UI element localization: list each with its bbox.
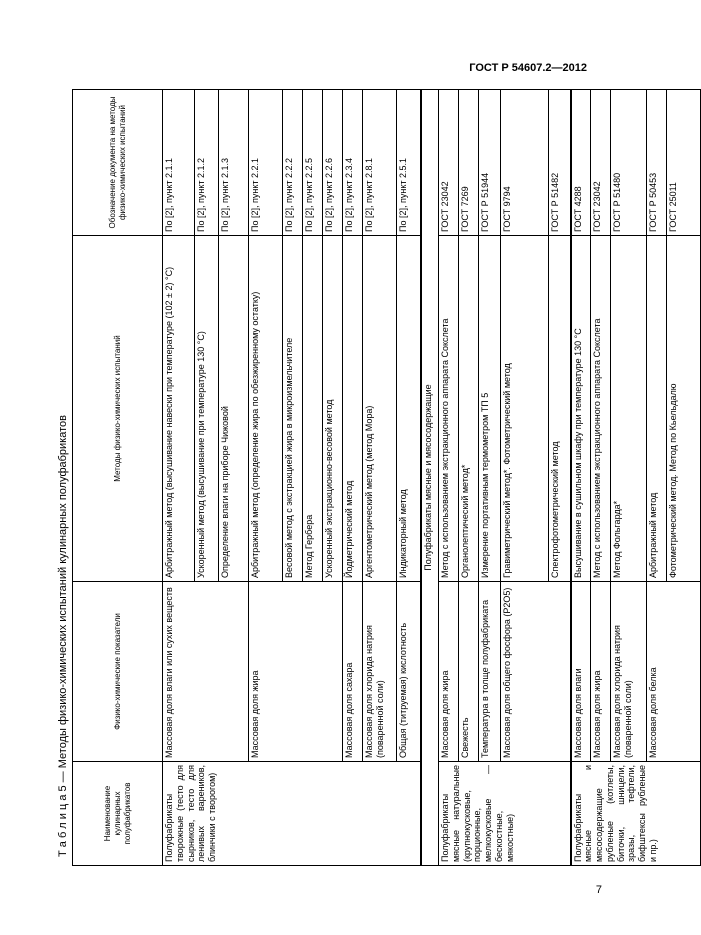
table-row bbox=[163, 90, 195, 866]
document-cell: По [2], пункт 2.5.1 bbox=[397, 90, 421, 236]
document-cell: По [2], пункт 2.8.1 bbox=[363, 90, 397, 236]
document-cell: ГОСТ Р 51944 bbox=[479, 90, 501, 236]
indicator-cell: Массовая доля сахара bbox=[343, 582, 363, 762]
indicator-cell: Массовая доля жира bbox=[591, 582, 611, 762]
document-cell: ГОСТ Р 51482 bbox=[549, 90, 571, 236]
table-row bbox=[397, 90, 421, 866]
method-cell: Высушивание в сушильном шкафу при температуре 130 °С bbox=[571, 236, 591, 582]
method-cell: Спектрофотометрический метод bbox=[549, 236, 571, 582]
document-cell: По [2], пункт 2.1.3 bbox=[219, 90, 249, 236]
table-header-row bbox=[73, 90, 163, 866]
document-cell: По [2], пункт 2.2.2 bbox=[283, 90, 303, 236]
method-cell: Метод с использованием экстракционного аппарата Сокслета bbox=[439, 236, 459, 582]
indicator-cell: Свежесть bbox=[459, 582, 479, 762]
section-title: Полуфабрикаты мясные и мясосодержащие bbox=[421, 90, 439, 866]
method-cell: Метод с использованием экстракционного аппарата Сокслета bbox=[591, 236, 611, 582]
col-header-method: Методы физико-химических испытаний bbox=[73, 236, 163, 582]
method-cell: Арбитражный метод (высушивание навески при температуре (102 ± 2) °С) bbox=[163, 236, 195, 582]
document-cell: По [2], пункт 2.3.4 bbox=[343, 90, 363, 236]
method-cell: Ускоренный экстракционно-весовой метод bbox=[323, 236, 343, 582]
document-cell: По [2], пункт 2.1.2 bbox=[195, 90, 219, 236]
method-cell: Фотометрический метод. Метод по Кьельдалю bbox=[667, 236, 701, 582]
indicator-cell: Массовая доля хлорида натрия (поваренной соли) bbox=[363, 582, 397, 762]
product-cell: Полуфабрикаты мясные и мясосодержащие рубленые (котлеты, биточки, шницели, зразы, тефтели, бифштексы рубленые и пр.) bbox=[571, 762, 701, 866]
col-header-document: Обозначение документа на методы физико-химических испытаний bbox=[73, 90, 163, 236]
indicator-cell: Общая (титруемая) кислотность bbox=[397, 582, 421, 762]
method-cell: Определение влаги на приборе Чижовой bbox=[219, 236, 249, 582]
indicator-cell: Массовая доля жира bbox=[249, 582, 343, 762]
document-cell: ГОСТ 4288 bbox=[571, 90, 591, 236]
document-cell: По [2], пункт 2.2.6 bbox=[323, 90, 343, 236]
method-cell: Арбитражный метод (определение жира по обезжиренному остатку) bbox=[249, 236, 283, 582]
section-row bbox=[421, 90, 439, 866]
method-cell: Арбитражный метод bbox=[647, 236, 667, 582]
method-cell: Метод Гербера bbox=[303, 236, 323, 582]
table-row bbox=[591, 90, 611, 866]
indicator-cell: Массовая доля влаги или сухих веществ bbox=[163, 582, 249, 762]
document-cell: По [2], пункт 2.1.1 bbox=[163, 90, 195, 236]
table-row bbox=[249, 90, 283, 866]
table-caption: Т а б л и ц а 5 — Методы физико-химических испытаний кулинарных полуфабрикатов bbox=[57, 415, 69, 857]
table-row bbox=[647, 90, 667, 866]
method-cell: Органолептический метод* bbox=[459, 236, 479, 582]
method-cell: Индикаторный метод bbox=[397, 236, 421, 582]
table-row bbox=[611, 90, 647, 866]
method-cell: Ускоренный метод (высушивание при температуре 130 °С) bbox=[195, 236, 219, 582]
method-cell: Гравиметрический метод*. Фотометрический метод bbox=[501, 236, 549, 582]
col-header-indicator: Физико-химические показатели bbox=[73, 582, 163, 762]
methods-table bbox=[72, 89, 701, 866]
document-cell: ГОСТ 25011 bbox=[667, 90, 701, 236]
document-cell: ГОСТ Р 50453 bbox=[647, 90, 667, 236]
table-row bbox=[459, 90, 479, 866]
table-row bbox=[343, 90, 363, 866]
method-cell: Аргентометрический метод (метод Мора) bbox=[363, 236, 397, 582]
document-cell: ГОСТ 23042 bbox=[439, 90, 459, 236]
method-cell: Измерение портативным термометром ТП 5 bbox=[479, 236, 501, 582]
table-row bbox=[479, 90, 501, 866]
rotated-table-container bbox=[72, 90, 678, 866]
document-cell: ГОСТ 9794 bbox=[501, 90, 549, 236]
product-cell: Полуфабрикаты творожные (тесто для сырников, тесто для ленивых вареников, блинчики с творогом) bbox=[163, 762, 421, 866]
col-header-product: Наименование кулинарных полуфабрикатов bbox=[73, 762, 163, 866]
indicator-cell: Массовая доля белка bbox=[647, 582, 701, 762]
indicator-cell: Массовая доля влаги bbox=[571, 582, 591, 762]
document-cell: ГОСТ 23042 bbox=[591, 90, 611, 236]
table-row bbox=[439, 90, 459, 866]
method-cell: Йодметрический метод bbox=[343, 236, 363, 582]
method-cell: Метод Фольгарда* bbox=[611, 236, 647, 582]
product-cell: Полуфабрикаты мясные натуральные (крупнокусковые, порционные, мелкокусковые — бескостные, мякостные) bbox=[439, 762, 571, 866]
table-row bbox=[501, 90, 549, 866]
document-header: ГОСТ Р 54607.2—2012 bbox=[469, 62, 587, 74]
indicator-cell: Массовая доля хлорида натрия (поваренной соли) bbox=[611, 582, 647, 762]
table-row bbox=[571, 90, 591, 866]
document-cell: По [2], пункт 2.2.5 bbox=[303, 90, 323, 236]
document-cell: ГОСТ 7269 bbox=[459, 90, 479, 236]
table-row bbox=[363, 90, 397, 866]
page-number: 7 bbox=[595, 884, 602, 896]
document-cell: ГОСТ Р 51480 bbox=[611, 90, 647, 236]
indicator-cell: Массовая доля жира bbox=[439, 582, 459, 762]
document-cell: По [2], пункт 2.2.1 bbox=[249, 90, 283, 236]
indicator-cell: Температура в толще полуфабриката bbox=[479, 582, 501, 762]
method-cell: Весовой метод с экстракцией жира в микроизмельчителе bbox=[283, 236, 303, 582]
indicator-cell: Массовая доля общего фосфора (P2O5) bbox=[501, 582, 571, 762]
